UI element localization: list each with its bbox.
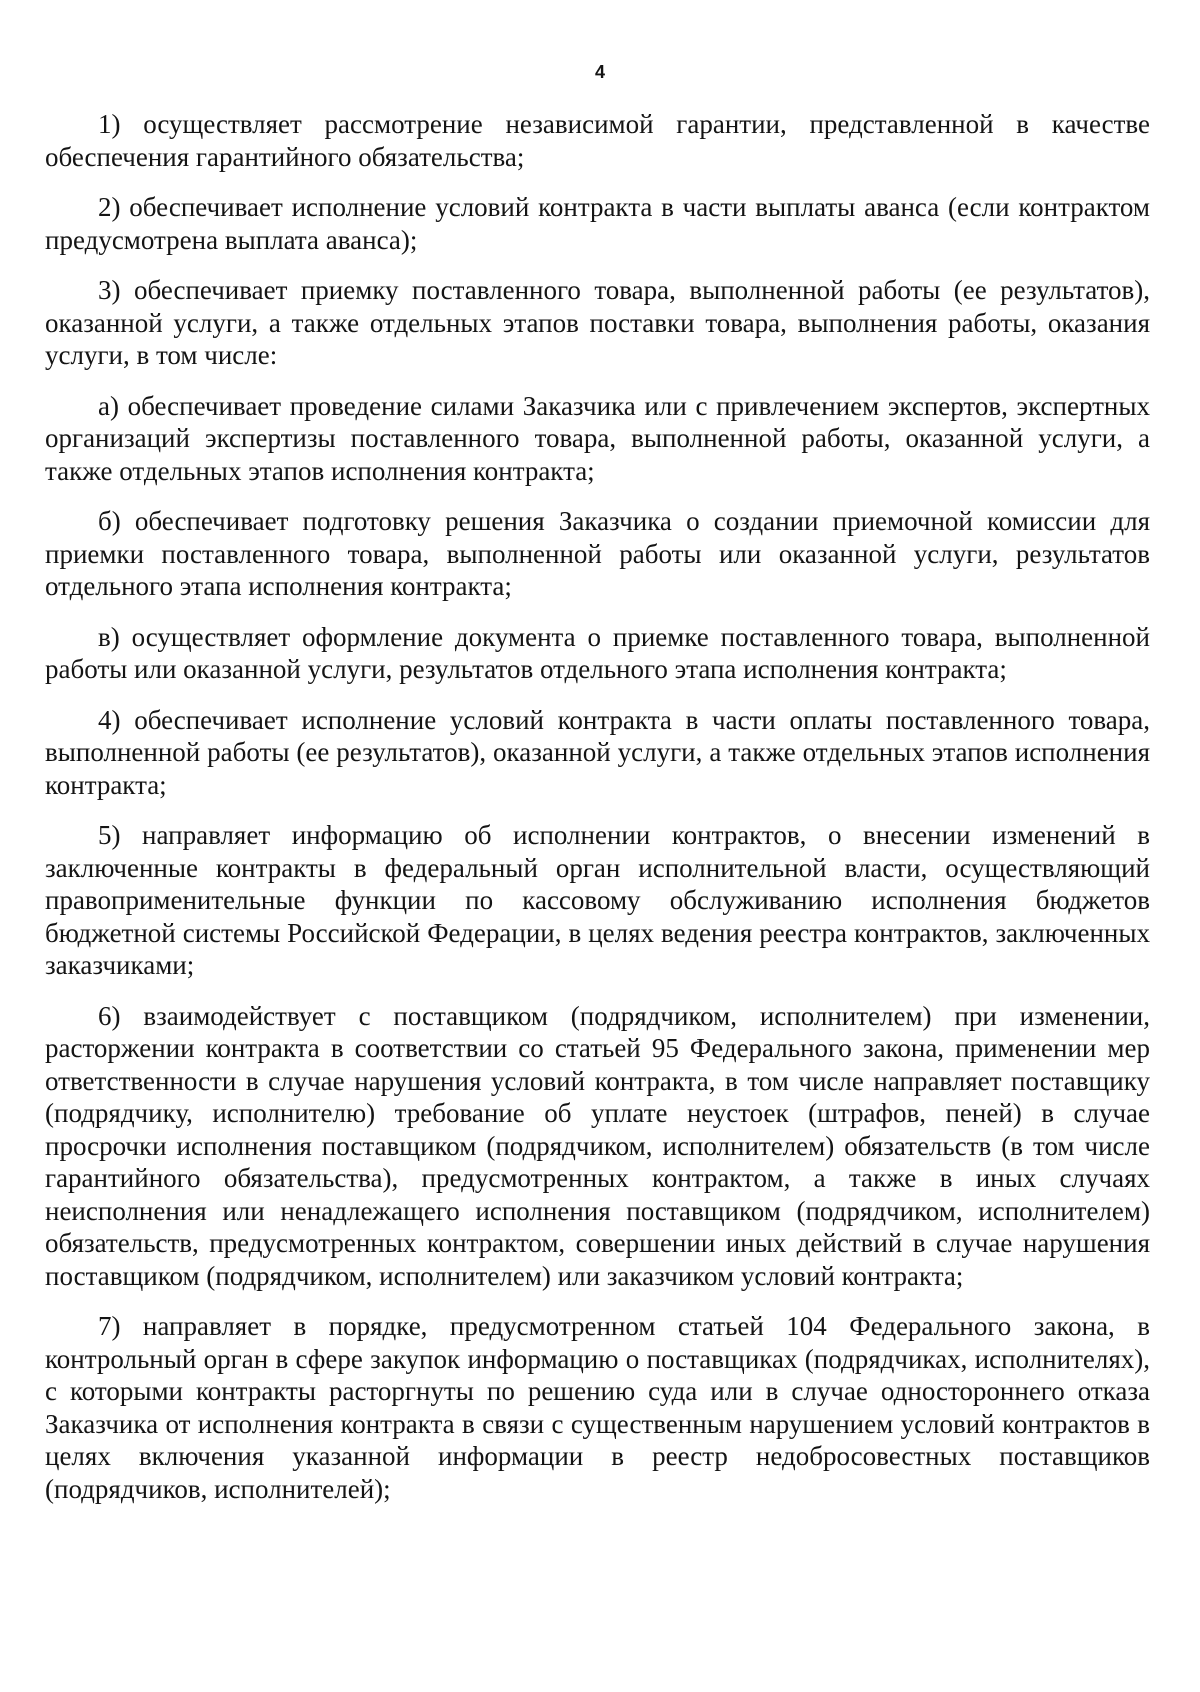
page-number: 4 <box>594 62 605 82</box>
paragraph-item-7: 7) направляет в порядке, предусмотренном статьей 104 Федерального закона, в контрольный орган в сфере закупок информацию о поставщиках (подрядчиках, исполнителях), с которыми контракты расторгнуты по решению суда или в случае одностороннего отказа Заказчика от исполнения контракта в связи с существенным нарушением условий контрактов в целях включения указанной информации в реестр недобросовестных поставщиков (подрядчиков, исполнителей); <box>45 1311 1150 1504</box>
paragraph-subitem-a: а) обеспечивает проведение силами Заказчика или с привлечением экспертов, экспертных организаций экспертизы поставленного товара, выполненной работы, оказанной услуги, а также отдельных этапов исполнения контракта; <box>45 390 1150 486</box>
paragraph-item-5: 5) направляет информацию об исполнении контрактов, о внесении изменений в заключенные контракты в федеральный орган исполнительной власти, осуществляющий правоприменительные функции по кассовому обслуживанию исполнения бюджетов бюджетной системы Российской Федерации, в целях ведения реестра контрактов, заключенных заказчиками; <box>45 820 1150 980</box>
paragraph-item-3: 3) обеспечивает приемку поставленного товара, выполненной работы (ее результатов), оказанной услуги, а также отдельных этапов поставки товара, выполнения работы, оказания услуги, в том числе: <box>45 275 1150 370</box>
paragraph-item-2: 2) обеспечивает исполнение условий контракта в части выплаты аванса (если контрактом предусмотрена выплата аванса); <box>45 192 1150 255</box>
paragraph-item-4: 4) обеспечивает исполнение условий контракта в части оплаты поставленного товара, выполненной работы (ее результатов), оказанной услуги, а также отдельных этапов исполнения контракта; <box>45 704 1150 800</box>
paragraph-item-6: 6) взаимодействует с поставщиком (подрядчиком, исполнителем) при изменении, расторжении контракта в соответствии со статьей 95 Федерального закона, применении мер ответственности в случае нарушения условий контракта, в том числе направляет поставщику (подрядчику, исполнителю) требование об уплате неустоек (штрафов, пеней) в случае просрочки исполнения поставщиком (подрядчиком, исполнителем) обязательств (в том числе гарантийного обязательства), предусмотренных контрактом, а также в иных случаях неисполнения или ненадлежащего исполнения поставщиком (подрядчиком, исполнителем) обязательств, предусмотренных контрактом, совершении иных действий в случае нарушения поставщиком (подрядчиком, исполнителем) или заказчиком условий контракта; <box>45 1000 1150 1291</box>
paragraph-subitem-b: б) обеспечивает подготовку решения Заказчика о создании приемочной комиссии для приемки поставленного товара, выполненной работы или оказанной услуги, результатов отдельного этапа исполнения контракта; <box>45 506 1150 601</box>
paragraph-item-1: 1) осуществляет рассмотрение независимой гарантии, представленной в качестве обеспечения гарантийного обязательства; <box>45 109 1150 172</box>
paragraph-subitem-v: в) осуществляет оформление документа о приемке поставленного товара, выполненной работы или оказанной услуги, результатов отдельного этапа исполнения контракта; <box>45 621 1150 684</box>
document-body <box>45 108 1150 1523</box>
